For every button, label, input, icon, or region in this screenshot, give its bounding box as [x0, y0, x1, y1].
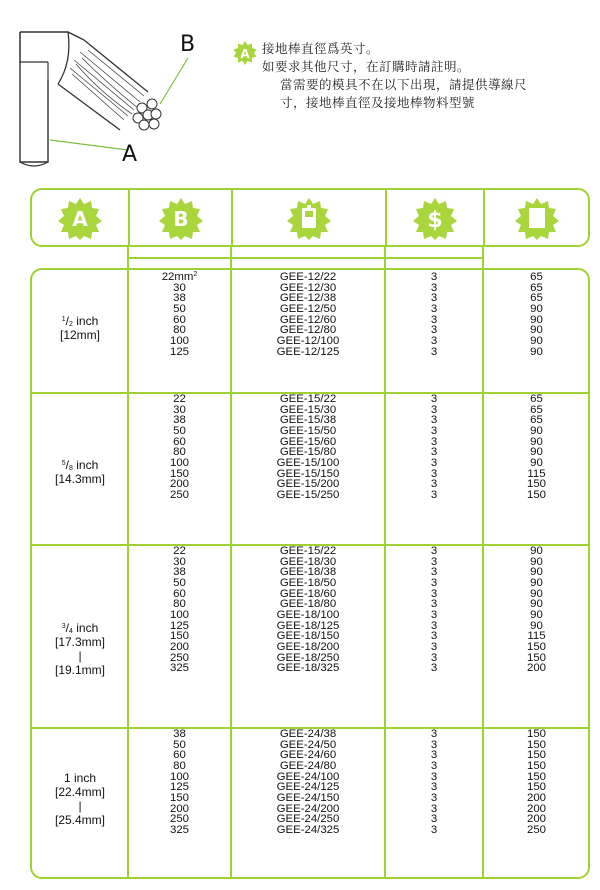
note-lines: [262, 40, 600, 112]
conductor-size-cell: 100: [169, 770, 189, 783]
conductor-size-cell: 200: [169, 478, 189, 491]
svg-text:$: $: [427, 207, 443, 233]
cartridge-size-cell: 200: [526, 813, 546, 826]
group-size-label: $^3/_4$ inch [17.3mm] | [19.1mm]: [54, 621, 105, 677]
conductor-size-cell: 22: [173, 545, 186, 557]
conductor-size-cell: 38: [173, 292, 186, 305]
cartridge-size-cell: 150: [526, 640, 546, 653]
cartridge-size-cell: 90: [530, 545, 543, 557]
quantity-cell: 3: [430, 781, 438, 794]
conductor-size-cell: 150: [169, 791, 189, 804]
part-number-cell: GEE-24/250: [276, 813, 340, 826]
cartridge-size-cell: 90: [530, 435, 543, 448]
part-number-cell: GEE-15/200: [276, 478, 340, 491]
quantity-cell: 3: [430, 598, 438, 611]
part-number-cell: GEE-24/200: [276, 802, 340, 815]
part-number-cell: GEE-18/125: [276, 619, 340, 632]
group-size-label: $^5/_8$ inch [14.3mm]: [54, 458, 105, 486]
quantity-cell: 3: [430, 728, 438, 740]
cartridge-size-cell: 90: [530, 587, 543, 600]
quantity-cell: 3: [430, 271, 438, 283]
header-cell-cartridge: [233, 190, 385, 245]
conductor-size-cell: 50: [173, 738, 186, 751]
part-number-cell: GEE-24/125: [276, 781, 340, 794]
conductor-size-cell: 125: [169, 619, 189, 632]
conductor-size-cell: 325: [169, 823, 189, 836]
quantity-cell: 3: [430, 324, 438, 337]
quantity-cell: 3: [430, 281, 438, 294]
star-badge-b-icon: [156, 196, 206, 240]
conductor-size-cell: 150: [169, 630, 189, 643]
cartridge-size-cell: 90: [530, 424, 543, 437]
label-a: A: [122, 142, 138, 167]
cartridge-size-cell: 90: [530, 555, 543, 568]
cartridge-size-cell: 150: [526, 749, 546, 762]
quantity-cell: 3: [430, 749, 438, 762]
header-cell-dollar: [387, 190, 483, 245]
note-line: 當需要的模具不在以下出現，請提供導線尺: [280, 77, 528, 92]
cartridge-size-cell: 90: [530, 302, 543, 315]
part-number-cell: GEE-12/100: [276, 334, 340, 347]
note-badge-letter: A: [240, 47, 250, 61]
conductor-size-cell: 80: [173, 598, 186, 611]
quantity-cell: 3: [430, 393, 438, 405]
part-number-cell: GEE-24/50: [279, 738, 337, 751]
note-badge: [232, 40, 258, 66]
cartridge-size-cell: 115: [527, 467, 546, 480]
conductor-size-cell: 50: [173, 424, 186, 437]
conductor-size-cell: 125: [169, 345, 189, 358]
part-number-cell: GEE-15/150: [276, 467, 340, 480]
part-number-cell: GEE-15/30: [279, 403, 337, 416]
part-number-cell: GEE-15/80: [279, 446, 337, 459]
conductor-size-cell: 38: [173, 728, 186, 740]
part-number-cell: GEE-15/250: [276, 488, 340, 501]
conductor-size-cell: 60: [173, 313, 186, 326]
package-icon: [512, 196, 562, 240]
quantity-cell: 3: [430, 403, 438, 416]
quantity-cell: 3: [430, 424, 438, 437]
cartridge-size-cell: 90: [530, 456, 543, 469]
conductor-size-cell: 200: [169, 640, 189, 653]
star-badge-icon: [232, 40, 258, 66]
part-number-cell: GEE-24/38: [279, 728, 337, 740]
part-number-cell: GEE-24/80: [279, 759, 337, 772]
cartridge-icon: [284, 196, 334, 240]
conductor-size-cell: 30: [173, 281, 186, 294]
cartridge-size-cell: 90: [530, 576, 543, 589]
part-number-cell: GEE-18/250: [276, 651, 340, 664]
cartridge-size-cell: 150: [526, 738, 546, 751]
header-cell-a: [32, 190, 128, 245]
conductor-size-cell: 38: [173, 414, 186, 427]
quantity-cell: 3: [430, 608, 438, 621]
conductor-size-cell: 100: [169, 334, 189, 347]
quantity-cell: 3: [430, 414, 438, 427]
part-number-cell: GEE-18/50: [279, 576, 337, 589]
dollar-icon: [410, 196, 460, 240]
conductor-size-cell: 125: [169, 781, 189, 794]
quantity-cell: 3: [430, 488, 438, 501]
note-line: 如要求其他尺寸，在訂購時請註明。: [262, 59, 471, 74]
quantity-cell: 3: [430, 456, 438, 469]
part-number-cell: GEE-12/50: [279, 302, 337, 315]
part-number-cell: GEE-18/38: [279, 566, 337, 579]
cartridge-size-cell: 90: [530, 313, 543, 326]
part-number-cell: GEE-18/60: [279, 587, 337, 600]
cartridge-size-cell: 200: [526, 802, 546, 815]
quantity-cell: 3: [430, 334, 438, 347]
part-number-cell: GEE-12/60: [279, 313, 337, 326]
quantity-cell: 3: [430, 478, 438, 491]
quantity-cell: 3: [430, 738, 438, 751]
header-cell-package: [485, 190, 588, 245]
conductor-size-cell: 30: [173, 403, 186, 416]
part-number-cell: GEE-18/30: [279, 555, 337, 568]
conductor-size-cell: 325: [169, 662, 189, 675]
quantity-cell: 3: [430, 823, 438, 836]
part-number-cell: GEE-18/200: [276, 640, 340, 653]
conductor-size-cell: 80: [173, 446, 186, 459]
quantity-cell: 3: [430, 770, 438, 783]
conductor-size-cell: 60: [173, 587, 186, 600]
note-line: 寸，接地棒直徑及接地棒物料型號: [280, 95, 476, 110]
cartridge-size-cell: 90: [530, 345, 543, 358]
quantity-cell: 3: [430, 545, 438, 557]
conductor-size-cell: 200: [169, 802, 189, 815]
conductor-size-cell: 50: [173, 576, 186, 589]
part-number-cell: GEE-15/60: [279, 435, 337, 448]
quantity-cell: 3: [430, 446, 438, 459]
ground-rod-illustration: [10, 22, 210, 182]
conductor-size-cell: 60: [173, 435, 186, 448]
svg-text:B: B: [172, 206, 189, 231]
part-number-cell: GEE-12/30: [279, 281, 337, 294]
cartridge-size-cell: 65: [530, 281, 543, 294]
header-cell-b: [130, 190, 231, 245]
quantity-cell: 3: [430, 566, 438, 579]
conductor-size-cell: 30: [173, 555, 186, 568]
cartridge-size-cell: 65: [530, 414, 543, 427]
conductor-size-cell: 100: [169, 456, 189, 469]
part-number-cell: GEE-24/60: [279, 749, 337, 762]
quantity-cell: 3: [430, 813, 438, 826]
cartridge-size-cell: 150: [526, 488, 546, 501]
part-number-cell: GEE-15/100: [276, 456, 340, 469]
label-b: B: [180, 32, 196, 57]
cartridge-size-cell: 90: [530, 598, 543, 611]
conductor-size-cell: 22: [173, 393, 186, 405]
cartridge-size-cell: 90: [530, 566, 543, 579]
cartridge-size-cell: 90: [530, 446, 543, 459]
conductor-size-cell: $22mm^2$: [161, 271, 198, 283]
part-number-cell: GEE-18/80: [279, 598, 337, 611]
quantity-cell: 3: [430, 640, 438, 653]
quantity-cell: 3: [430, 619, 438, 632]
quantity-cell: 3: [430, 630, 438, 643]
note-line: 接地棒直徑爲英寸。: [262, 41, 380, 56]
quantity-cell: 3: [430, 802, 438, 815]
quantity-cell: 3: [430, 302, 438, 315]
quantity-cell: 3: [430, 791, 438, 804]
cartridge-size-cell: 200: [526, 662, 546, 675]
conductor-size-cell: 60: [173, 749, 186, 762]
part-number-cell: GEE-15/22: [279, 545, 337, 557]
svg-text:A: A: [72, 206, 88, 231]
quantity-cell: 3: [430, 576, 438, 589]
cartridge-size-cell: 150: [526, 770, 546, 783]
conductor-size-cell: 250: [169, 651, 189, 664]
group-size-label: 1 inch [22.4mm] | [25.4mm]: [54, 771, 105, 827]
quantity-cell: 3: [430, 313, 438, 326]
part-number-cell: GEE-15/50: [279, 424, 337, 437]
quantity-cell: 3: [430, 292, 438, 305]
part-number-cell: GEE-15/22: [279, 393, 337, 405]
conductor-size-cell: 80: [173, 759, 186, 772]
part-number-cell: GEE-12/22: [279, 271, 337, 283]
conductor-size-cell: 50: [173, 302, 186, 315]
cartridge-size-cell: 150: [526, 728, 546, 740]
cartridge-size-cell: 90: [530, 619, 543, 632]
part-number-cell: GEE-18/100: [276, 608, 340, 621]
quantity-cell: 3: [430, 759, 438, 772]
cartridge-size-cell: 150: [526, 781, 546, 794]
conductor-size-cell: 150: [169, 467, 189, 480]
conductor-size-cell: 250: [169, 488, 189, 501]
cartridge-size-cell: 90: [530, 334, 543, 347]
cartridge-size-cell: 200: [526, 791, 546, 804]
product-table: [30, 268, 590, 879]
part-number-cell: GEE-18/150: [276, 630, 340, 643]
cartridge-size-cell: 115: [527, 630, 546, 643]
part-number-cell: GEE-24/150: [276, 791, 340, 804]
conductor-size-cell: 100: [169, 608, 189, 621]
quantity-cell: 3: [430, 555, 438, 568]
cartridge-size-cell: 150: [526, 759, 546, 772]
conductor-size-cell: 250: [169, 813, 189, 826]
cartridge-size-cell: 65: [530, 393, 543, 405]
quantity-cell: 3: [430, 662, 438, 675]
quantity-cell: 3: [430, 345, 438, 358]
quantity-cell: 3: [430, 435, 438, 448]
cartridge-size-cell: 150: [526, 478, 546, 491]
quantity-cell: 3: [430, 651, 438, 664]
part-number-cell: GEE-24/100: [276, 770, 340, 783]
quantity-cell: 3: [430, 587, 438, 600]
conductor-size-cell: 80: [173, 324, 186, 337]
part-number-cell: GEE-12/38: [279, 292, 337, 305]
part-number-cell: GEE-12/80: [279, 324, 337, 337]
cartridge-size-cell: 90: [530, 324, 543, 337]
part-number-cell: GEE-24/325: [276, 823, 340, 836]
cartridge-size-cell: 65: [530, 403, 543, 416]
part-number-cell: GEE-18/325: [276, 662, 340, 675]
cartridge-size-cell: 150: [526, 651, 546, 664]
part-number-cell: GEE-15/38: [279, 414, 337, 427]
cartridge-size-cell: 65: [530, 292, 543, 305]
group-size-label: $^1/_2$ inch [12mm]: [59, 314, 100, 342]
star-badge-a-icon: [55, 196, 105, 240]
quantity-cell: 3: [430, 467, 438, 480]
conductor-size-cell: 38: [173, 566, 186, 579]
table-header: [30, 188, 590, 247]
cartridge-size-cell: 65: [530, 271, 543, 283]
cartridge-size-cell: 90: [530, 608, 543, 621]
part-number-cell: GEE-12/125: [276, 345, 340, 358]
cartridge-size-cell: 250: [526, 823, 546, 836]
